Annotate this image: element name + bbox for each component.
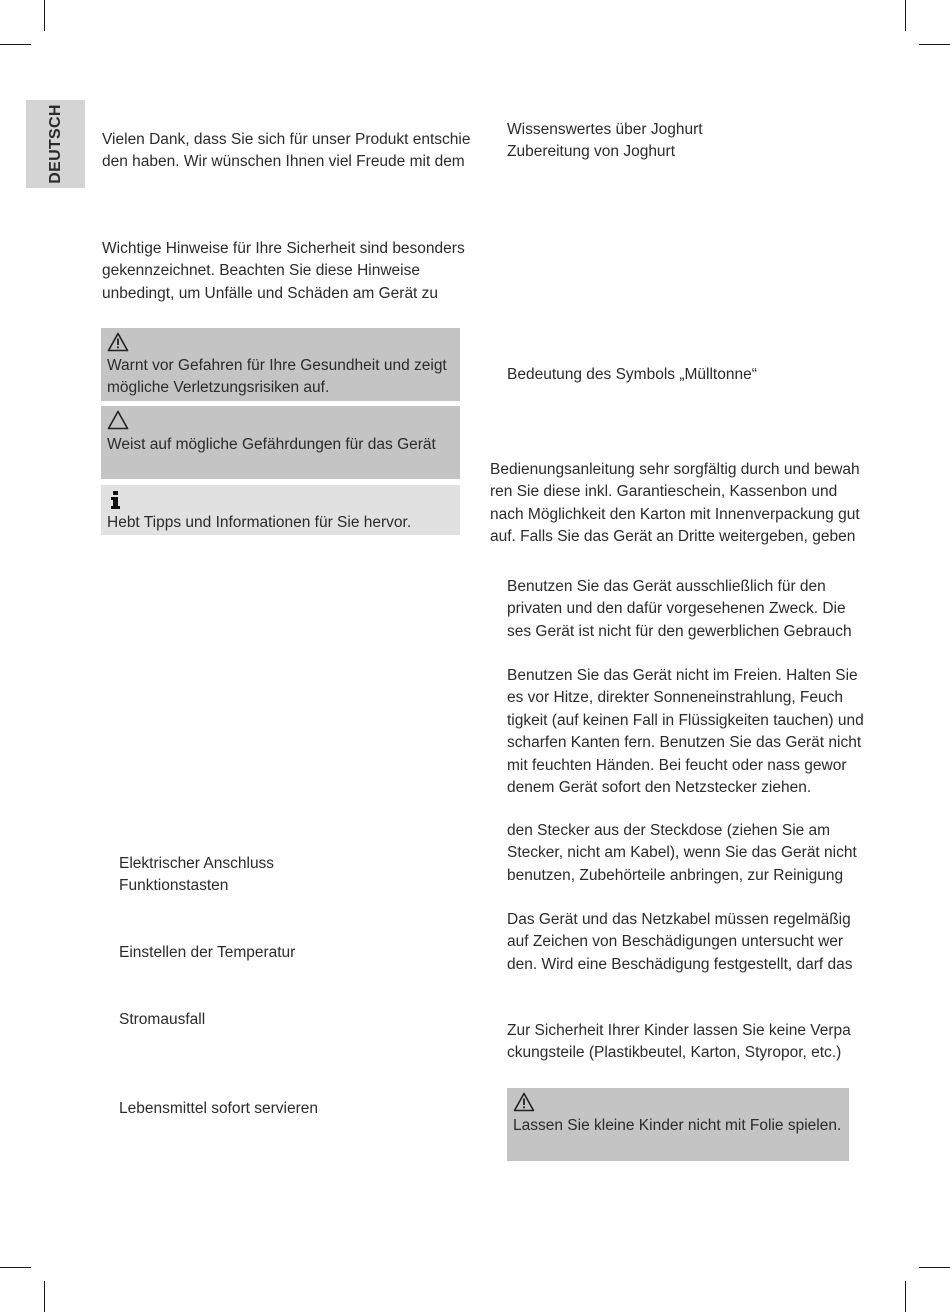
text-line: den. Wird eine Beschädigung festgestellt, darf das (507, 955, 853, 973)
text-line: den Stecker aus der Steckdose (ziehen Sie am (507, 822, 831, 839)
crop-mark-bottom-left-v (44, 1281, 45, 1312)
text-line: ckungsteile (Plastikbeutel, Karton, Styropor, etc.) (507, 1044, 842, 1062)
text-line: Benutzen Sie das Gerät nicht im Freien. Halten Sie (507, 667, 858, 684)
crop-mark-bottom-left-h (0, 1267, 31, 1268)
manual-care-paragraph (490, 459, 860, 549)
text-line: Lassen Sie kleine Kinder nicht mit Folie spielen. (513, 1117, 842, 1134)
text-line: privaten und den dafür vorgesehenen Zweck. Die (507, 600, 846, 618)
text-line: mögliche Verletzungsrisiken auf. (107, 379, 330, 397)
notice-caution-box (101, 406, 460, 479)
crop-mark-top-right-v (905, 0, 906, 31)
text-line: Hebt Tipps und Informationen für Sie hervor. (107, 514, 412, 531)
notice-children-box (507, 1088, 849, 1161)
text-line: es vor Hitze, direkter Sonneneinstrahlung, Feuch (507, 689, 844, 707)
text-line: mit feuchten Händen. Bei feucht oder nass gewor (507, 756, 847, 774)
toc-entry-electrical: Elektrischer Anschluss (119, 855, 275, 872)
crop-mark-top-left-v (44, 0, 45, 31)
warning-triangle-icon (513, 1092, 535, 1112)
notice-info-text (107, 512, 411, 534)
text-line: ses Gerät ist nicht für den gewerblichen Gebrauch (507, 622, 852, 640)
toc-entry-power-failure: Stromausfall (119, 1011, 206, 1028)
text-line: Das Gerät und das Netzkabel müssen regelmäßig (507, 911, 851, 928)
toc-entry-yogurt-facts: Wissenswertes über Joghurt (507, 121, 703, 138)
info-icon (107, 490, 129, 510)
text-line: den haben. Wir wünschen Ihnen viel Freude mit dem (102, 153, 465, 171)
outdoor-paragraph (507, 665, 864, 799)
notice-warning-text (107, 355, 447, 400)
text-line: Stecker, nicht am Kabel), wenn Sie das Gerät nicht (507, 844, 857, 862)
text-line: unbedingt, um Unfälle und Schäden am Gerät zu (102, 284, 439, 302)
text-line: scharfen Kanten fern. Benutzen Sie das Gerät nicht (507, 734, 862, 752)
language-tab-label: DEUTSCH (46, 104, 64, 184)
toc-entry-yogurt-prep: Zubereitung von Joghurt (507, 143, 676, 161)
text-line: Zur Sicherheit Ihrer Kinder lassen Sie keine Verpa (507, 1022, 851, 1039)
caution-triangle-icon (107, 410, 129, 430)
cable-check-paragraph (507, 909, 853, 976)
toc-entry-trash-symbol: Bedeutung des Symbols „Mülltonne“ (507, 366, 757, 383)
plug-paragraph (507, 820, 857, 887)
intro-paragraph (102, 129, 470, 174)
text-line: tigkeit (auf keinen Fall in Flüssigkeiten tauchen) und (507, 711, 864, 729)
text-line: gekennzeichnet. Beachten Sie diese Hinweise (102, 262, 420, 280)
crop-mark-top-right-h (919, 44, 950, 45)
notice-warning-box (101, 328, 460, 401)
notice-children-text (513, 1115, 841, 1137)
crop-mark-bottom-right-v (905, 1281, 906, 1312)
text-line: Weist auf mögliche Gefährdungen für das Gerät (107, 436, 436, 453)
toc-top-block (507, 119, 703, 164)
text-line: auf Zeichen von Beschädigungen untersucht wer (507, 933, 844, 951)
text-line: Bedienungsanleitung sehr sorgfältig durch und bewah (490, 461, 860, 478)
toc-entry-temperature: Einstellen der Temperatur (119, 944, 296, 961)
text-line: Warnt vor Gefahren für Ihre Gesundheit und zeigt (107, 357, 447, 374)
crop-mark-bottom-right-h (919, 1267, 950, 1268)
text-line: Wichtige Hinweise für Ihre Sicherheit sind besonders (102, 240, 465, 257)
text-line: Vielen Dank, dass Sie sich für unser Produkt entschie (102, 131, 471, 148)
text-line: auf. Falls Sie das Gerät an Dritte weitergeben, geben (490, 528, 856, 546)
warning-triangle-icon (107, 332, 129, 352)
children-paragraph (507, 1020, 851, 1065)
text-line: Benutzen Sie das Gerät ausschließlich für den (507, 578, 826, 595)
notice-info-box (101, 485, 460, 535)
text-line: nach Möglichkeit den Karton mit Innenverpackung gut (490, 505, 860, 523)
notice-caution-text (107, 434, 436, 456)
text-line: denem Gerät sofort den Netzstecker ziehen. (507, 779, 812, 797)
language-tab (26, 100, 85, 188)
crop-mark-top-left-h (0, 44, 31, 45)
private-use-paragraph (507, 576, 852, 643)
toc-entry-function-keys: Funktionstasten (119, 877, 229, 895)
toc-entry-serve: Lebensmittel sofort servieren (119, 1100, 319, 1117)
text-line: ren Sie diese inkl. Garantieschein, Kassenbon und (490, 483, 838, 501)
safety-intro-paragraph (102, 238, 465, 305)
toc-electrical-block (119, 853, 274, 898)
text-line: benutzen, Zubehörteile anbringen, zur Reinigung (507, 866, 844, 884)
